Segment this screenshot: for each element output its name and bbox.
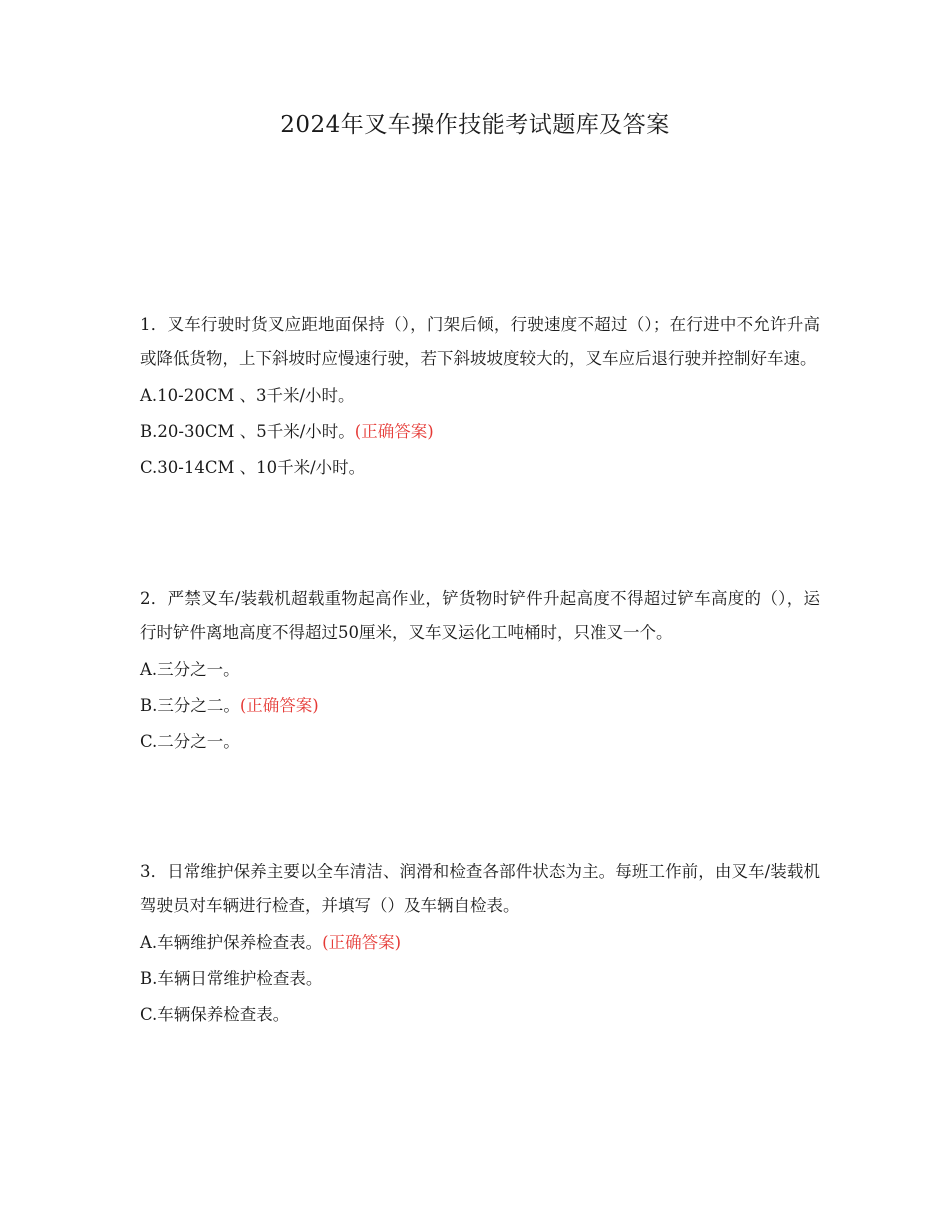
correct-answer-mark: (正确答案) <box>239 696 319 715</box>
question-1 <box>140 308 820 486</box>
question-2 <box>140 582 820 760</box>
option-label: A.三分之一。 <box>140 660 240 679</box>
option-label: B.车辆日常维护检查表。 <box>140 969 323 988</box>
option-label: B.三分之二。 <box>140 696 240 715</box>
option-c <box>140 997 820 1033</box>
question-text: 2．严禁叉车/装载机超载重物起高作业，铲货物时铲件升起高度不得超过铲车高度的（），运行时铲件离地高度不得超过50厘米，叉车叉运化工吨桶时，只准叉一个。 <box>140 589 820 642</box>
option-a <box>140 652 820 688</box>
correct-answer-mark: (正确答案) <box>354 422 434 441</box>
option-label: C.30-14CM 、10千米/小时。 <box>140 458 366 477</box>
option-a <box>140 378 820 414</box>
option-label: A.10-20CM 、3千米/小时。 <box>140 386 355 405</box>
correct-answer-mark: (正确答案) <box>322 933 402 952</box>
option-c <box>140 724 820 760</box>
option-b <box>140 688 820 724</box>
option-a <box>140 925 820 961</box>
option-label: C.车辆保养检查表。 <box>140 1005 290 1024</box>
option-label: B.20-30CM 、5千米/小时。 <box>140 422 355 441</box>
option-label: C.二分之一。 <box>140 732 240 751</box>
option-label: A.车辆维护保养检查表。 <box>140 933 323 952</box>
question-3 <box>140 855 820 1033</box>
question-text: 3．日常维护保养主要以全车清洁、润滑和检查各部件状态为主。每班工作前，由叉车/装载机驾驶员对车辆进行检查，并填写（）及车辆自检表。 <box>140 862 820 915</box>
option-c <box>140 450 820 486</box>
option-b <box>140 961 820 997</box>
option-b <box>140 414 820 450</box>
document-title: 2024年叉车操作技能考试题库及答案 <box>280 112 670 138</box>
question-text: 1．叉车行驶时货叉应距地面保持（），门架后倾，行驶速度不超过（）；在行进中不允许升高或降低货物，上下斜坡时应慢速行驶，若下斜坡坡度较大的，叉车应后退行驶并控制好车速。 <box>140 315 820 368</box>
